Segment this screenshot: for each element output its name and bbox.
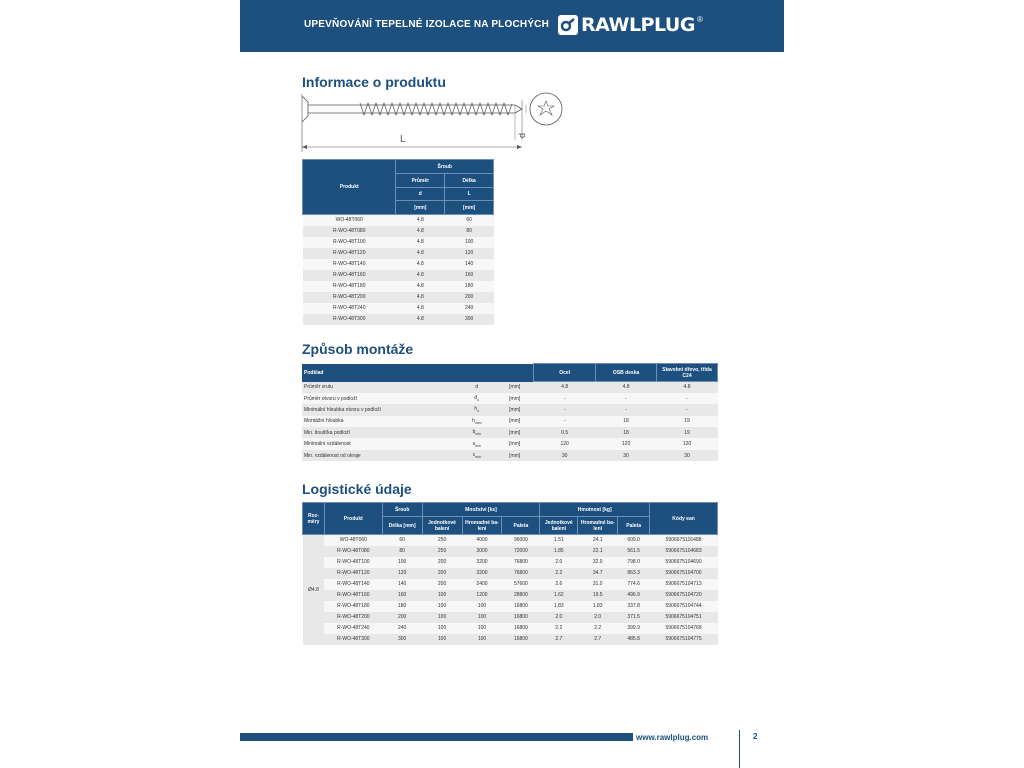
parameter-name: Montážní hloubka <box>302 416 458 427</box>
symbol-subscript: min <box>475 455 481 460</box>
table-cell: 2400 <box>462 579 502 590</box>
header-screw: Šroub <box>382 503 422 517</box>
table-cell: [mm] <box>496 416 534 427</box>
table-cell: R-WO-48T160 <box>303 270 396 281</box>
header-pallet: Paleta <box>502 517 540 535</box>
header-unit-pack-weight: Jednotkové balení <box>540 517 578 535</box>
table-cell: 4.8 <box>396 281 445 292</box>
table-cell: 60 <box>445 215 494 226</box>
table-row <box>303 590 718 601</box>
table-cell: 22.1 <box>578 546 618 557</box>
table-cell: 140 <box>382 579 422 590</box>
parameter-symbol <box>458 450 496 461</box>
header-length: Délka <box>445 174 494 188</box>
table-cell: 18 <box>596 416 657 427</box>
table-cell: 2.0 <box>540 557 578 568</box>
table-cell: 120 <box>534 438 596 449</box>
table-cell: 5906675104720 <box>650 590 718 601</box>
symbol-main: b <box>472 429 476 436</box>
table-cell: 2.7 <box>540 634 578 645</box>
logistics-table <box>302 502 718 645</box>
table-cell: 60 <box>382 535 422 546</box>
page-number: 2 <box>753 732 758 741</box>
table-cell: [mm] <box>496 438 534 449</box>
table-cell: - <box>596 393 657 404</box>
table-row <box>303 281 494 292</box>
table-cell: 80 <box>382 546 422 557</box>
table-cell: R-WO-48T100 <box>303 237 396 248</box>
footer-url-link[interactable]: www.rawlplug.com <box>636 733 709 742</box>
table-cell: 120 <box>657 438 718 449</box>
table-cell: 100 <box>462 623 502 634</box>
table-cell: 250 <box>422 546 462 557</box>
symbol-main: d <box>475 383 479 390</box>
table-cell: 5906675104768 <box>650 623 718 634</box>
table-cell: - <box>534 393 596 404</box>
table-cell: 240 <box>445 303 494 314</box>
table-row <box>303 226 494 237</box>
table-cell: 4.8 <box>396 248 445 259</box>
table-row <box>302 393 718 404</box>
header-bulk-pack: Hromadné ba-leni <box>462 517 502 535</box>
table-cell: WO-48T060 <box>324 535 382 546</box>
table-cell: 19 <box>657 427 718 438</box>
parameter-name: Minimální vzdálenost <box>302 438 458 449</box>
table-cell: [mm] <box>496 404 534 415</box>
table-cell: 80 <box>445 226 494 237</box>
table-row <box>303 259 494 270</box>
table-cell: R-WO-48T200 <box>303 292 396 303</box>
parameter-name: Průměr vrutu <box>302 382 458 393</box>
table-cell: 160 <box>445 270 494 281</box>
table-row <box>303 237 494 248</box>
table-cell: 609.0 <box>618 535 650 546</box>
table-cell: 100 <box>422 590 462 601</box>
table-row <box>302 438 718 449</box>
table-cell: 30 <box>534 450 596 461</box>
table-cell: 200 <box>422 568 462 579</box>
table-cell: R-WO-48T120 <box>303 248 396 259</box>
header-quantity: Množství [ks] <box>422 503 540 517</box>
section-title-logistics: Logistické údaje <box>302 481 412 497</box>
table-cell: 4.8 <box>596 382 657 393</box>
table-cell: 140 <box>445 259 494 270</box>
symbol-main: s <box>472 440 476 447</box>
table-cell: 28800 <box>502 590 540 601</box>
symbol-main: h <box>474 406 478 413</box>
section-title-installation: Způsob montáže <box>302 341 414 357</box>
table-cell: 4.8 <box>396 303 445 314</box>
table-cell: [mm] <box>496 393 534 404</box>
footer-bar <box>240 733 633 741</box>
symbol-subscript: o <box>477 398 480 403</box>
header-ean: Kódy ean <box>650 503 718 535</box>
table-row <box>303 270 494 281</box>
product-info-table <box>302 159 494 325</box>
table-cell: 100 <box>462 612 502 623</box>
parameter-name: Minimální hloubka otvoru v podloží <box>302 404 458 415</box>
table-row <box>303 623 718 634</box>
table-cell: 774.6 <box>618 579 650 590</box>
table-cell: 180 <box>382 601 422 612</box>
table-row <box>303 557 718 568</box>
table-cell: 5906675116488 <box>650 535 718 546</box>
table-cell: 5906675104775 <box>650 634 718 645</box>
table-row <box>303 634 718 645</box>
table-cell: 100 <box>445 237 494 248</box>
table-cell: 2.0 <box>540 612 578 623</box>
table-cell: 34.7 <box>578 568 618 579</box>
table-cell: 180 <box>445 281 494 292</box>
table-cell: 16800 <box>502 623 540 634</box>
table-cell: - <box>657 404 718 415</box>
table-cell: 485.8 <box>618 634 650 645</box>
table-cell: 2.7 <box>578 634 618 645</box>
table-cell: 200 <box>382 612 422 623</box>
table-row <box>303 612 718 623</box>
dimension-label-L: L <box>400 134 406 145</box>
table-row <box>302 404 718 415</box>
table-cell: R-WO-48T120 <box>324 568 382 579</box>
parameter-symbol <box>458 382 496 393</box>
table-cell: R-WO-48T180 <box>324 601 382 612</box>
table-cell: 4.8 <box>396 292 445 303</box>
table-cell: R-WO-48T240 <box>324 623 382 634</box>
table-cell: 160 <box>382 590 422 601</box>
logo-text: RAWLPLUG <box>581 14 695 36</box>
table-row <box>303 579 718 590</box>
table-cell: 5906675104713 <box>650 579 718 590</box>
table-row <box>302 450 718 461</box>
table-cell: 120 <box>382 568 422 579</box>
table-cell: 4.8 <box>396 314 445 325</box>
symbol-main: c <box>472 452 476 459</box>
table-cell: 4.8 <box>534 382 596 393</box>
parameter-symbol <box>458 393 496 404</box>
table-cell: 4.8 <box>396 259 445 270</box>
table-cell: R-WO-48T140 <box>324 579 382 590</box>
parameter-name: Min. vzdálenost od okraje <box>302 450 458 461</box>
header-osb: OSB deska <box>596 364 657 382</box>
table-cell: 4.8 <box>396 270 445 281</box>
table-cell: 2.2 <box>578 623 618 634</box>
table-cell: 2.2 <box>540 623 578 634</box>
header-wood: Stavební dřevo, třída C24 <box>657 364 718 382</box>
header-steel: Ocel <box>534 364 596 382</box>
table-cell: 300 <box>382 634 422 645</box>
parameter-name: Průměr otvoru v podloží <box>302 393 458 404</box>
table-cell: 2.0 <box>578 612 618 623</box>
symbol-subscript: o <box>477 409 480 414</box>
table-cell: R-WO-48T160 <box>324 590 382 601</box>
table-cell: [mm] <box>496 382 534 393</box>
logo-registered-mark: ® <box>696 15 703 24</box>
table-cell: 200 <box>445 292 494 303</box>
table-cell: 240 <box>382 623 422 634</box>
table-cell: 1.83 <box>578 601 618 612</box>
table-cell: 72000 <box>502 546 540 557</box>
table-cell: - <box>534 404 596 415</box>
table-cell: 1.83 <box>540 601 578 612</box>
header-size: Roz- měry <box>303 503 325 535</box>
symbol-main: h <box>471 417 475 424</box>
table-cell: 16800 <box>502 601 540 612</box>
dimension-label-d: d <box>517 132 527 138</box>
table-cell: 5906675104690 <box>650 557 718 568</box>
table-cell: 100 <box>462 634 502 645</box>
table-cell: 399.9 <box>618 623 650 634</box>
table-cell: 18 <box>596 427 657 438</box>
table-cell: 120 <box>596 438 657 449</box>
page-header <box>240 0 784 52</box>
table-cell: - <box>534 416 596 427</box>
header-title: UPEVŇOVÁNÍ TEPELNÉ IZOLACE NA PLOCHÝCH <box>304 19 550 30</box>
table-cell: 76800 <box>502 568 540 579</box>
table-cell: - <box>596 404 657 415</box>
table-cell: 5906675104706 <box>650 568 718 579</box>
table-cell: R-WO-48T200 <box>324 612 382 623</box>
table-cell: R-WO-48T100 <box>324 557 382 568</box>
symbol-subscript: min <box>475 443 481 448</box>
parameter-symbol <box>458 438 496 449</box>
header-unit-L: [mm] <box>445 201 494 215</box>
table-cell: 30 <box>596 450 657 461</box>
table-cell: 120 <box>445 248 494 259</box>
table-cell: 250 <box>422 535 462 546</box>
table-cell: 496.9 <box>618 590 650 601</box>
size-cell: Ø4.8 <box>303 535 325 645</box>
table-cell: 100 <box>462 601 502 612</box>
table-cell: 100 <box>422 612 462 623</box>
table-cell: R-WO-48T140 <box>303 259 396 270</box>
table-cell: 1.85 <box>540 546 578 557</box>
table-cell: 76800 <box>502 557 540 568</box>
table-row <box>303 292 494 303</box>
document-page <box>240 0 784 768</box>
table-cell: R-WO-48T300 <box>303 314 396 325</box>
table-cell: 5906675104744 <box>650 601 718 612</box>
table-cell: 863.3 <box>618 568 650 579</box>
table-cell: 24.1 <box>578 535 618 546</box>
table-cell: 2.6 <box>540 579 578 590</box>
table-row <box>303 314 494 325</box>
table-cell: 4.8 <box>396 226 445 237</box>
footer-divider <box>739 730 740 768</box>
header-symbol-L: L <box>445 188 494 201</box>
symbol-main: d <box>474 395 478 402</box>
parameter-name: Min. tloušťka podloží <box>302 427 458 438</box>
table-row <box>303 303 494 314</box>
section-title-product-info: Informace o produktu <box>302 74 446 90</box>
header-product: Produkt <box>324 503 382 535</box>
header-screw: Šroub <box>396 160 494 174</box>
table-cell: 337.8 <box>618 601 650 612</box>
screw-drawing <box>300 92 570 152</box>
table-cell: 3000 <box>462 546 502 557</box>
table-row <box>303 568 718 579</box>
header-product: Produkt <box>303 160 396 215</box>
table-cell: - <box>657 393 718 404</box>
table-cell: 1.51 <box>540 535 578 546</box>
table-cell: 561.5 <box>618 546 650 557</box>
table-row <box>302 382 718 393</box>
table-row <box>303 535 718 546</box>
table-cell: 5906675104683 <box>650 546 718 557</box>
table-cell: 200 <box>422 557 462 568</box>
header-unit-d: [mm] <box>396 201 445 215</box>
table-cell: 2.2 <box>540 568 578 579</box>
table-cell: [mm] <box>496 450 534 461</box>
table-cell: 16800 <box>502 634 540 645</box>
rawlplug-logo <box>558 13 703 37</box>
table-cell: 32.0 <box>578 557 618 568</box>
parameter-symbol <box>458 404 496 415</box>
symbol-subscript: nom <box>474 420 482 425</box>
table-cell: 31.0 <box>578 579 618 590</box>
table-cell: R-WO-48T240 <box>303 303 396 314</box>
table-cell: WO-48T060 <box>303 215 396 226</box>
table-cell: 0.5 <box>534 427 596 438</box>
header-bulk-pack-weight: Hromadné ba-leni <box>578 517 618 535</box>
table-cell: R-WO-48T300 <box>324 634 382 645</box>
table-row <box>303 215 494 226</box>
parameter-symbol <box>458 416 496 427</box>
table-row <box>302 416 718 427</box>
table-cell: 57600 <box>502 579 540 590</box>
table-cell: R-WO-48T080 <box>324 546 382 557</box>
table-cell: 1.62 <box>540 590 578 601</box>
table-cell: 4.8 <box>657 382 718 393</box>
table-cell: 100 <box>422 623 462 634</box>
table-cell: [mm] <box>496 427 534 438</box>
table-cell: 4.8 <box>396 215 445 226</box>
table-cell: 4.8 <box>396 237 445 248</box>
installation-table <box>302 363 718 461</box>
table-cell: R-WO-48T180 <box>303 281 396 292</box>
table-cell: 96000 <box>502 535 540 546</box>
table-cell: R-WO-48T080 <box>303 226 396 237</box>
table-cell: 19 <box>657 416 718 427</box>
table-cell: 798.0 <box>618 557 650 568</box>
table-cell: 4000 <box>462 535 502 546</box>
table-cell: 100 <box>422 601 462 612</box>
table-row <box>302 427 718 438</box>
table-cell: 100 <box>422 634 462 645</box>
table-row <box>303 248 494 259</box>
table-row <box>303 546 718 557</box>
header-length-mm: Délka [mm] <box>382 517 422 535</box>
header-weight: Hmotnost [kg] <box>540 503 650 517</box>
table-cell: 200 <box>422 579 462 590</box>
table-row <box>303 601 718 612</box>
logo-mark-icon <box>558 15 578 35</box>
header-pallet-weight: Paleta <box>618 517 650 535</box>
table-cell: 19.5 <box>578 590 618 601</box>
table-cell: 371.5 <box>618 612 650 623</box>
table-cell: 30 <box>657 450 718 461</box>
table-cell: 5906675104751 <box>650 612 718 623</box>
table-cell: 3200 <box>462 568 502 579</box>
table-cell: 1200 <box>462 590 502 601</box>
symbol-subscript: min <box>475 432 481 437</box>
header-diameter: Průměr <box>396 174 445 188</box>
header-unit-pack: Jednotkové balení <box>422 517 462 535</box>
parameter-symbol <box>458 427 496 438</box>
header-symbol-d: d <box>396 188 445 201</box>
table-cell: 100 <box>382 557 422 568</box>
table-cell: 16800 <box>502 612 540 623</box>
header-base: Podklad <box>302 364 534 382</box>
table-cell: 300 <box>445 314 494 325</box>
table-cell: 3200 <box>462 557 502 568</box>
